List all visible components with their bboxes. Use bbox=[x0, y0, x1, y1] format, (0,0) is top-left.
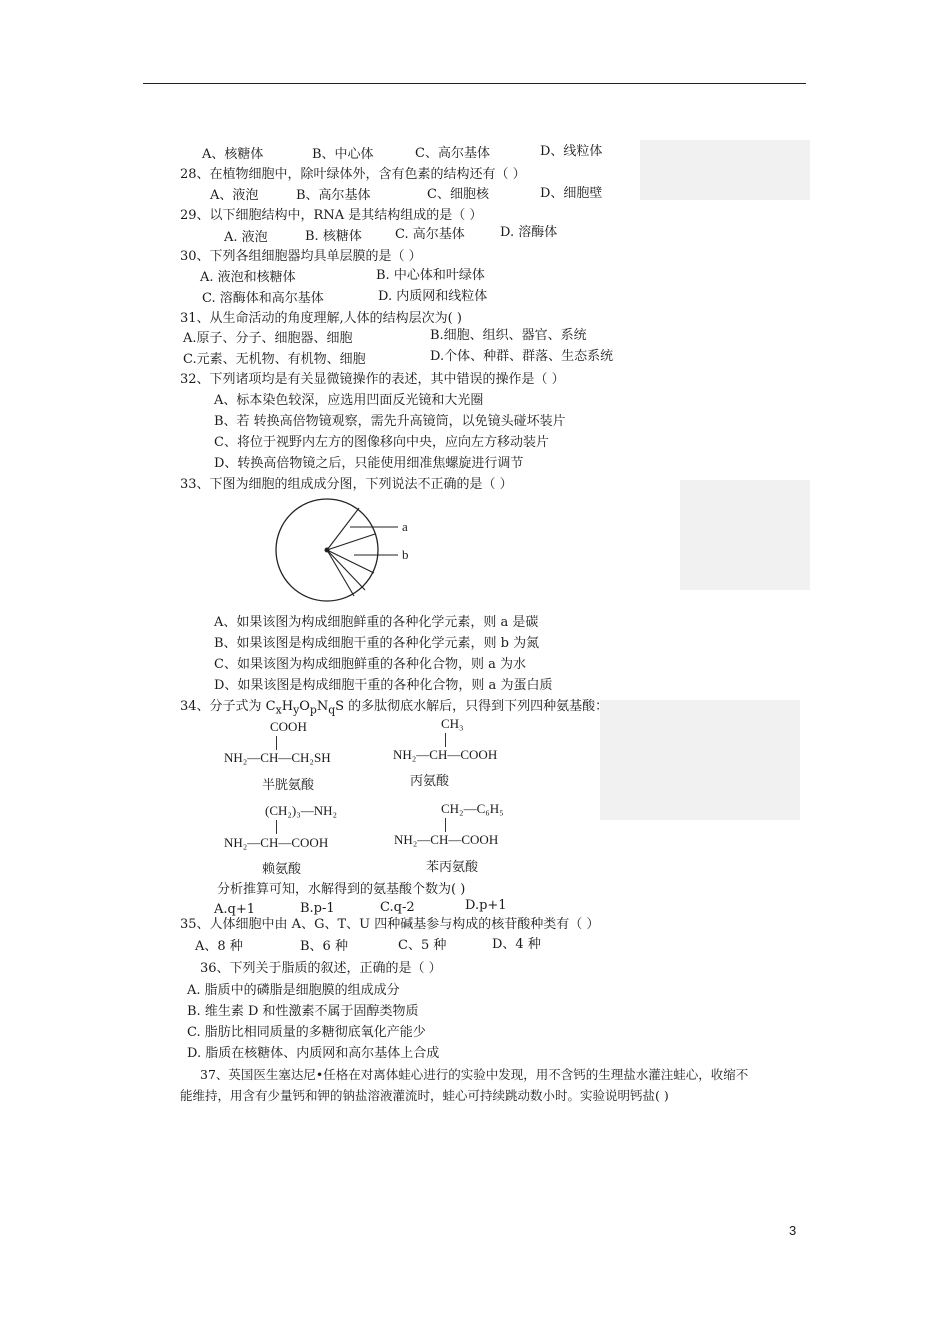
question-stem: 28、在植物细胞中，除叶绿体外，含有色素的结构还有（ ） bbox=[180, 167, 526, 182]
amino-acid-name: 赖氨酸 bbox=[262, 862, 302, 877]
option-b: B. 核糖体 bbox=[305, 229, 362, 244]
amino-acid-name: 苯丙氨酸 bbox=[426, 860, 479, 875]
formula-sub: y bbox=[293, 703, 300, 717]
option-a: A. 液泡 bbox=[224, 230, 268, 245]
scan-noise bbox=[640, 140, 810, 200]
option-d: D、如果该图是构成细胞干重的各种化合物，则 a 为蛋白质 bbox=[214, 678, 553, 693]
option-d: D. 内质网和线粒体 bbox=[378, 289, 488, 304]
question-stem bbox=[180, 699, 608, 719]
label-a: a bbox=[402, 519, 408, 534]
option-b: B、中心体 bbox=[312, 147, 374, 162]
option-b: B. 维生素 D 和性激素不属于固醇类物质 bbox=[187, 1004, 419, 1019]
option-a: A. 液泡和核糖体 bbox=[200, 270, 296, 285]
question-stem: 33、下图为细胞的组成成分图，下列说法不正确的是（ ） bbox=[180, 477, 513, 492]
analysis-text: 分析推算可知，水解得到的氨基酸个数为( ) bbox=[217, 882, 466, 897]
option-c: C、5 种 bbox=[398, 938, 447, 953]
page-number: 3 bbox=[789, 1223, 797, 1238]
option-c: C、高尔基体 bbox=[415, 146, 490, 161]
option-d: D、转换高倍物镜之后，只能使用细准焦螺旋进行调节 bbox=[214, 456, 524, 471]
question-stem: 35、人体细胞中由 A、G、T、U 四种碱基参与构成的核苷酸种类有（ ） bbox=[180, 917, 600, 932]
stem-prefix: 34、分子式为 C bbox=[180, 699, 276, 714]
option-c: C、如果该图为构成细胞鲜重的各种化合物，则 a 为水 bbox=[214, 657, 526, 672]
option-c: C.q-2 bbox=[380, 900, 415, 915]
question-stem-line-1: 37、英国医生塞达尼•任格在对离体蛙心进行的实验中发现，用不含钙的生理盐水灌注蛙心，收缩不 bbox=[200, 1067, 749, 1082]
formula-atom: H bbox=[281, 699, 294, 714]
option-d: D、线粒体 bbox=[540, 144, 603, 159]
question-stem: 32、下列诸项均是有关显微镜操作的表述，其中错误的操作是（ ） bbox=[180, 372, 565, 387]
question-stem: 31、从生命活动的角度理解,人体的结构层次为( ) bbox=[180, 311, 462, 326]
main-chain: NH₂—CH—COOH bbox=[393, 747, 498, 762]
bond-line bbox=[276, 736, 277, 750]
side-group: (CH₂)₃—NH₂ bbox=[265, 803, 338, 818]
scan-noise bbox=[680, 480, 810, 590]
formula-sub: p bbox=[309, 703, 317, 717]
stem-suffix: 的多肽彻底水解后，只得到下列四种氨基酸： bbox=[344, 699, 609, 714]
option-a: A.q+1 bbox=[214, 902, 256, 917]
main-chain: NH₂—CH—CH₂SH bbox=[224, 750, 331, 765]
option-a: A. 脂质中的磷脂是细胞膜的组成成分 bbox=[187, 983, 400, 998]
label-b: b bbox=[402, 547, 409, 562]
segment-line bbox=[327, 534, 375, 550]
option-a: A.原子、分子、细胞器、细胞 bbox=[183, 331, 353, 346]
main-chain: NH₂—CH—COOH bbox=[224, 835, 329, 850]
option-b: B.细胞、组织、器官、系统 bbox=[430, 328, 587, 343]
amino-acid-name: 半胱氨酸 bbox=[262, 778, 315, 793]
option-d: D、4 种 bbox=[492, 937, 541, 952]
question-stem: 29、以下细胞结构中，RNA 是其结构组成的是（ ） bbox=[180, 208, 483, 223]
formula-sub: q bbox=[328, 703, 336, 717]
question-stem: 36、下列关于脂质的叙述，正确的是（ ） bbox=[200, 961, 442, 976]
main-chain: NH₂—CH—COOH bbox=[394, 832, 499, 847]
option-b: B.p-1 bbox=[300, 901, 335, 916]
option-c: C、细胞核 bbox=[427, 187, 489, 202]
option-a: A、如果该图为构成细胞鲜重的各种化学元素，则 a 是碳 bbox=[214, 615, 539, 630]
question-stem: 30、下列各组细胞器均具单层膜的是（ ） bbox=[180, 249, 422, 264]
bond-line bbox=[276, 820, 277, 834]
option-b: B、6 种 bbox=[300, 939, 348, 954]
option-a: A、8 种 bbox=[195, 939, 243, 954]
header-rule bbox=[143, 83, 806, 84]
option-d: D.p+1 bbox=[465, 898, 507, 913]
option-a: A、核糖体 bbox=[202, 147, 264, 162]
option-b: B、高尔基体 bbox=[296, 188, 371, 203]
segment-line bbox=[327, 508, 359, 550]
option-c: C. 溶酶体和高尔基体 bbox=[202, 291, 324, 306]
formula-atom: O bbox=[299, 699, 310, 714]
option-d: D. 脂质在核糖体、内质网和高尔基体上合成 bbox=[187, 1046, 440, 1061]
scan-noise bbox=[600, 700, 800, 820]
segment-line bbox=[327, 550, 365, 590]
option-b: B. 中心体和叶绿体 bbox=[376, 268, 485, 283]
pie-diagram bbox=[270, 495, 430, 615]
bond-line bbox=[445, 733, 446, 747]
side-group: CH₂—C₆H₅ bbox=[441, 801, 504, 816]
center-dot bbox=[325, 548, 330, 553]
formula-atom: S bbox=[335, 699, 345, 714]
amino-acid-name: 丙氨酸 bbox=[410, 774, 450, 789]
formula-sub: x bbox=[275, 703, 282, 717]
option-a: A、液泡 bbox=[210, 188, 259, 203]
option-c: C. 高尔基体 bbox=[395, 227, 465, 242]
option-c: C. 脂肪比相同质量的多糖彻底氧化产能少 bbox=[187, 1025, 426, 1040]
option-c: C、将位于视野内左方的图像移向中央，应向左方移动装片 bbox=[214, 435, 549, 450]
option-c: C.元素、无机物、有机物、细胞 bbox=[183, 352, 366, 367]
option-d: D.个体、种群、群落、生态系统 bbox=[430, 349, 614, 364]
option-b: B、若 转换高倍物镜观察，需先升高镜筒，以免镜头碰坏装片 bbox=[214, 414, 566, 429]
side-group: CH₃ bbox=[441, 716, 464, 731]
option-d: D. 溶酶体 bbox=[500, 225, 558, 240]
bond-line bbox=[445, 818, 446, 832]
option-b: B、如果该图是构成细胞干重的各种化学元素，则 b 为氮 bbox=[214, 636, 540, 651]
formula-atom: N bbox=[316, 699, 329, 714]
question-stem-line-2: 能维持，用含有少量钙和钾的钠盐溶液灌流时，蛙心可持续跳动数小时。实验说明钙盐( ) bbox=[180, 1088, 669, 1103]
option-a: A、标本染色较深，应选用凹面反光镜和大光圈 bbox=[214, 393, 484, 408]
option-d: D、细胞壁 bbox=[540, 186, 603, 201]
side-group: COOH bbox=[270, 719, 307, 734]
